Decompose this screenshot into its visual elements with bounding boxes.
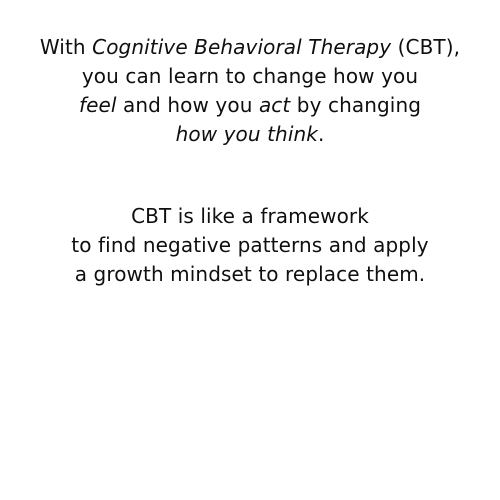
framework-line-2: to find negative patterns and apply: [71, 233, 429, 257]
framework-paragraph: [0, 202, 500, 289]
emphasis-feel: feel: [78, 93, 117, 117]
intro-line-1: With Cognitive Behavioral Therapy (CBT),: [39, 35, 461, 59]
cbt-full-name: Cognitive Behavioral Therapy: [92, 35, 392, 59]
intro-paragraph: [0, 33, 500, 149]
intro-line-4: how you think.: [175, 122, 325, 146]
emphasis-think: how you think: [175, 122, 318, 146]
intro-line-3: feel and how you act by changing: [78, 93, 422, 117]
intro-line-2: you can learn to change how you: [81, 64, 419, 88]
emphasis-act: act: [258, 93, 291, 117]
framework-line-1: CBT is like a framework: [131, 204, 369, 228]
framework-line-3: a growth mindset to replace them.: [74, 262, 426, 286]
